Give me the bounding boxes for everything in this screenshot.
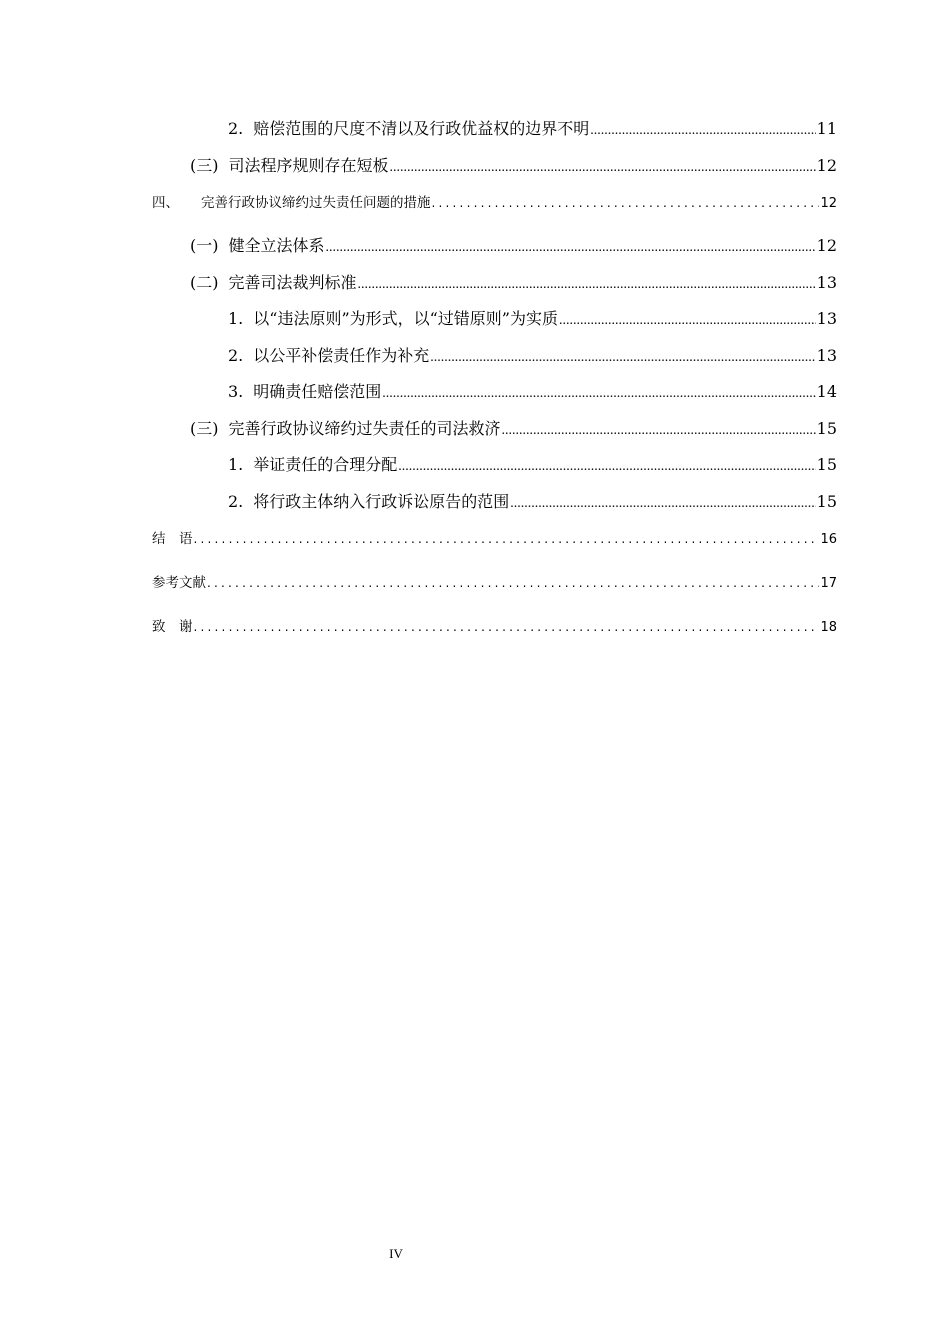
toc-entry-title: 完善行政协议缔约过失责任的司法救济	[228, 419, 501, 438]
dot-leader	[502, 423, 816, 439]
toc-entry-number: 2.	[228, 346, 244, 365]
toc-entry[interactable]	[190, 233, 837, 256]
dot-leader	[432, 196, 820, 210]
toc-entry-page: 12	[820, 196, 837, 211]
toc-entry-number: 1.	[228, 309, 244, 328]
toc-entry-page: 17	[820, 576, 837, 591]
toc-entry-number: 1.	[228, 455, 244, 474]
toc-entry[interactable]	[190, 153, 837, 176]
toc-entry-page: 12	[816, 156, 837, 175]
toc-entry-page: 12	[816, 236, 837, 255]
toc-entry-number: (三)	[190, 156, 219, 175]
toc-entry-label	[228, 116, 589, 139]
toc-entry-title: 健全立法体系	[228, 236, 325, 255]
toc-entry-number: 四、	[152, 195, 179, 211]
toc-entry-page: 13	[816, 309, 837, 328]
toc-entry[interactable]	[228, 306, 837, 329]
dot-leader	[559, 313, 816, 329]
page-number: IV	[389, 1246, 403, 1261]
dot-leader	[207, 576, 819, 590]
toc-entry-label	[190, 153, 389, 176]
toc-entry-title: 完善行政协议缔约过失责任问题的措施	[201, 195, 431, 211]
toc-entry[interactable]	[152, 191, 837, 211]
toc-entry-title: 举证责任的合理分配	[253, 455, 398, 474]
toc-entry[interactable]	[228, 379, 837, 402]
toc-entry-page: 13	[816, 346, 837, 365]
dot-leader	[510, 496, 815, 512]
toc-entry[interactable]	[228, 452, 837, 475]
toc-entry-number: (一)	[190, 236, 219, 255]
toc-entry-label	[152, 191, 431, 211]
toc-entry[interactable]	[228, 489, 837, 512]
dot-leader	[590, 123, 815, 139]
dot-leader	[390, 160, 816, 176]
toc-entry[interactable]	[190, 270, 837, 293]
toc-entry-page: 18	[820, 620, 837, 635]
toc-entry-title: 以公平补偿责任作为补充	[253, 346, 430, 365]
toc-entry-page: 14	[816, 382, 837, 401]
toc-entry-label	[190, 270, 357, 293]
toc-entry-title: 结 语	[152, 531, 193, 547]
toc-entry[interactable]	[228, 343, 837, 366]
toc-entry-label	[228, 452, 397, 475]
dot-leader	[194, 532, 820, 546]
toc-entry-page: 13	[816, 273, 837, 292]
toc-entry-label	[228, 306, 558, 329]
dot-leader	[326, 240, 816, 256]
toc-entry-label	[228, 489, 509, 512]
toc-entry-label	[190, 416, 501, 439]
toc-entry-title: 司法程序规则存在短板	[228, 156, 389, 175]
toc-entry[interactable]	[228, 116, 837, 139]
toc-entry-number: 3.	[228, 382, 244, 401]
toc-entry-page: 15	[816, 492, 837, 511]
toc-entry-title: 参考文献	[152, 575, 206, 591]
toc-entry-label	[190, 233, 325, 256]
toc-entry-title: 致 谢	[152, 619, 193, 635]
toc-entry[interactable]	[190, 416, 837, 439]
toc-entry[interactable]	[152, 571, 837, 591]
dot-leader	[194, 620, 820, 634]
toc-entry-page: 11	[816, 119, 837, 138]
toc-entry-number: 2.	[228, 119, 244, 138]
toc-entry-title: 赔偿范围的尺度不清以及行政优益权的边界不明	[253, 119, 590, 138]
toc-entry-title: 明确责任赔偿范围	[253, 382, 382, 401]
dot-leader	[398, 459, 815, 475]
dot-leader	[382, 386, 815, 402]
toc-entry-page: 15	[816, 455, 837, 474]
toc-entry-number: (三)	[190, 419, 219, 438]
toc-entry-label	[228, 379, 381, 402]
dot-leader	[430, 350, 815, 366]
toc-entry-number: 2.	[228, 492, 244, 511]
toc-entry-title: 将行政主体纳入行政诉讼原告的范围	[253, 492, 510, 511]
toc-entry-page: 15	[816, 419, 837, 438]
toc-entry-label	[228, 343, 429, 366]
toc-entry[interactable]	[152, 527, 837, 547]
toc-entry-number: (二)	[190, 273, 219, 292]
toc-entry-page: 16	[820, 532, 837, 547]
toc-entry-title: 完善司法裁判标准	[228, 273, 357, 292]
toc-entry[interactable]	[152, 615, 837, 635]
toc-entry-title: 以“违法原则”为形式，以“过错原则”为实质	[253, 309, 558, 328]
dot-leader	[358, 277, 816, 293]
